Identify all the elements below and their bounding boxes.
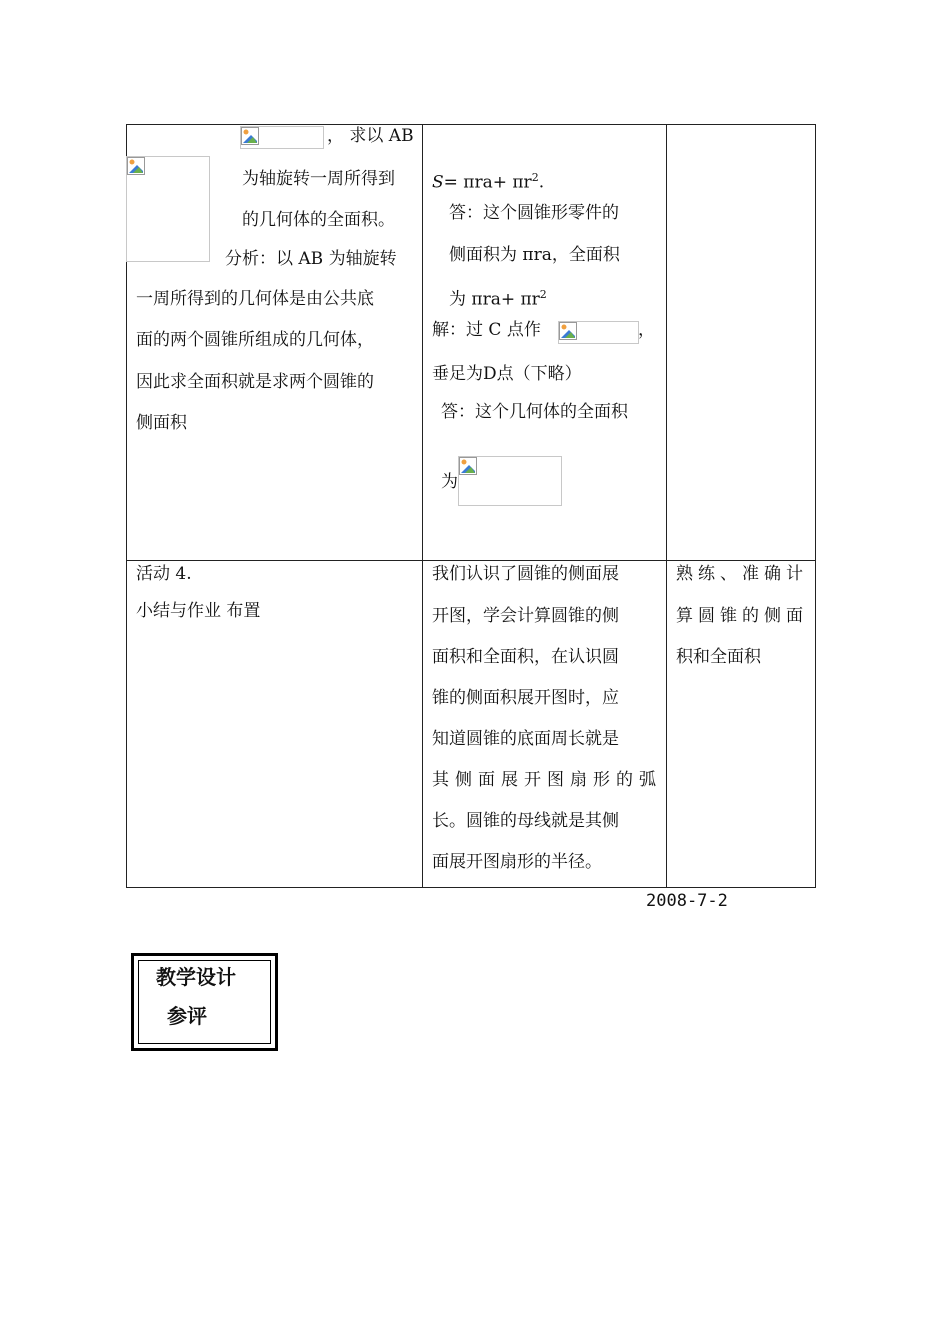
formula-var-s: S xyxy=(432,172,444,193)
answer-text-5: 为 xyxy=(441,472,458,492)
question-text-3: 的几何体的全面积。 xyxy=(242,210,395,230)
broken-image-icon xyxy=(127,157,145,175)
summary-line-1: 我们认识了圆锥的侧面展 xyxy=(432,564,619,584)
goal-line-3: 积和全面积 xyxy=(676,647,761,667)
analysis-text-1: 分析：以 AB 为轴旋转 xyxy=(225,249,397,269)
answer-text-3 xyxy=(449,285,547,310)
summary-line-6: 其侧面展开图扇形的弧 xyxy=(432,770,662,790)
summary-line-8: 面展开图扇形的半径。 xyxy=(432,852,602,872)
analysis-text-5: 侧面积 xyxy=(136,413,187,433)
goal-line-2: 算圆锥的侧面 xyxy=(676,606,808,626)
analysis-text-2: 一周所得到的几何体是由公共底 xyxy=(136,289,374,309)
formula-exponent: 2 xyxy=(531,171,539,184)
broken-image-icon xyxy=(459,457,477,475)
question-text-2: 为轴旋转一周所得到 xyxy=(242,169,395,189)
broken-image-icon xyxy=(241,127,259,145)
goal-line-1: 熟练、准确计 xyxy=(676,564,808,584)
document-date: 2008-7-2 xyxy=(646,891,728,911)
table-col-divider-1 xyxy=(422,124,423,888)
summary-line-7: 长。圆锥的母线就是其侧 xyxy=(432,811,619,831)
table-col-divider-2 xyxy=(666,124,667,888)
design-review-box xyxy=(131,953,278,1051)
formula-period: . xyxy=(538,172,545,193)
formula-body: = πra+ πr xyxy=(443,172,532,193)
design-review-title-1: 教学设计 xyxy=(156,965,236,989)
summary-line-5: 知道圆锥的底面周长就是 xyxy=(432,729,619,749)
answer-text-2: 侧面积为 πra，全面积 xyxy=(449,245,620,265)
answer-exponent: 2 xyxy=(539,288,547,301)
area-formula xyxy=(432,168,544,193)
broken-image-icon xyxy=(559,322,577,340)
table-border-top xyxy=(126,124,816,125)
analysis-text-4: 因此求全面积就是求两个圆锥的 xyxy=(136,372,374,392)
table-row-divider xyxy=(126,560,816,561)
summary-line-3: 面积和全面积，在认识圆 xyxy=(432,647,619,667)
answer-text-4: 答：这个几何体的全面积 xyxy=(441,402,628,422)
activity-title: 活动 4. xyxy=(136,564,192,584)
design-review-title-2: 参评 xyxy=(167,1004,207,1028)
image-placeholder-segment xyxy=(558,321,639,344)
solution-text-2: 垂足为D点（下略） xyxy=(432,364,582,384)
image-placeholder-small xyxy=(240,126,324,149)
summary-line-4: 锥的侧面积展开图时，应 xyxy=(432,688,619,708)
summary-line-2: 开图，学会计算圆锥的侧 xyxy=(432,606,619,626)
question-text-1: ， 求以 AB xyxy=(327,126,414,146)
solution-comma: ， xyxy=(638,320,655,340)
image-placeholder-result xyxy=(458,456,562,506)
table-border-bottom xyxy=(126,887,816,888)
figure-placeholder xyxy=(126,156,210,262)
answer-formula: 为 πra+ πr xyxy=(449,289,540,310)
answer-text-1: 答：这个圆锥形零件的 xyxy=(449,203,619,223)
solution-text-1: 解：过 C 点作 xyxy=(432,320,541,340)
table-border-right xyxy=(815,124,816,888)
activity-subtitle: 小结与作业 布置 xyxy=(136,601,261,621)
analysis-text-3: 面的两个圆锥所组成的几何体， xyxy=(136,330,374,350)
